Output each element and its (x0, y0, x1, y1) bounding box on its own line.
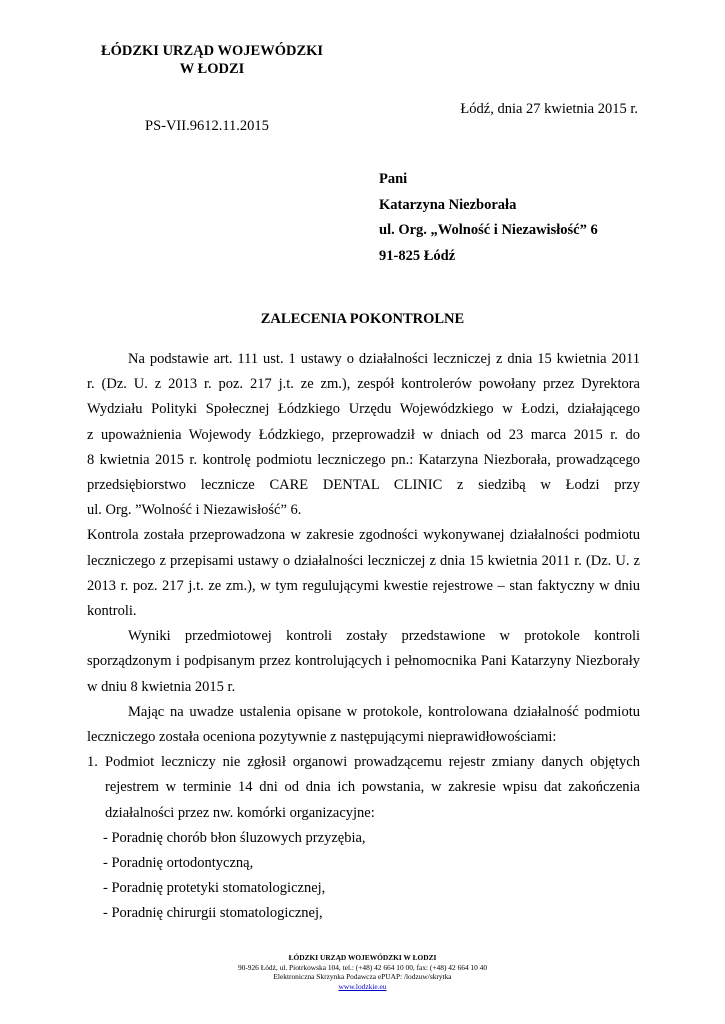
addressee-salutation: Pani (379, 171, 408, 187)
finding-number: 1. (87, 754, 98, 771)
paragraph-1-line-3: Wydziału Polityki Społecznej Łódzkiego Urzędu Wojewódzkiego w Łodzi, działającego (87, 401, 640, 418)
paragraph-2: Kontrola została przeprowadzona w zakresie zgodności wykonywanej działalności podmiotu leczniczego z przepisami ustawy o działalności leczniczej z dnia 15 kwietnia 2011 r. (Dz. U. z 2013 r. poz. 217 j.t. ze zm.), w tym regulującymi kwestie rejestrowe – stan faktyczny w dniu kontroli. (87, 527, 640, 620)
paragraph-4: Mając na uwadze ustalenia opisane w protokole, kontrolowana działalność podmiotu leczniczego została oceniona pozytywnie z następującymi nieprawidłowościami: (87, 703, 640, 746)
page-footer (0, 953, 725, 991)
paragraph-1-line-7: ul. Org. ”Wolność i Niezawisłość” 6. (87, 502, 302, 519)
footer-address: 90-926 Łódź, ul. Piotrkowska 104, tel.: (+48) 42 664 10 00, fax: (+48) 42 664 10 40 (237, 962, 488, 972)
footer-website-link[interactable]: www.lodzkie.eu (338, 981, 387, 991)
addressee-name: Katarzyna Niezborała (379, 196, 517, 213)
paragraph-1-line-6: przedsiębiorstwo lecznicze CARE DENTAL CLINIC z siedzibą w Łodzi przy (87, 477, 640, 494)
letter-date: Łódź, dnia 27 kwietnia 2015 r. (460, 101, 638, 117)
paragraph-1-line-2: r. (Dz. U. z 2013 r. poz. 217 j.t. ze zm.), zespół kontrolerów powołany przez Dyrektora (87, 376, 640, 393)
footer-epuap: Elektroniczna Skrzynka Podawcza ePUAP: /lodzuw/skrytka (273, 972, 452, 981)
addressee-block (379, 167, 598, 269)
addressee-street: ul. Org. „Wolność i Niezawisłość” 6 (379, 222, 598, 238)
paragraph-1-line-4: z upoważnienia Wojewody Łódzkiego, przeprowadził w dniach od 23 marca 2015 r. do (87, 426, 640, 443)
reference-number: PS-VII.9612.11.2015 (145, 118, 269, 134)
office-name-line1: ŁÓDZKI URZĄD WOJEWÓDZKI (100, 43, 324, 59)
finding-text: Podmiot leczniczy nie zgłosił organowi prowadzącemu rejestr zmiany danych objętych rejestrem w terminie 14 dni od dnia ich powstania, w zakresie wpisu dat zakończenia działalności przez nw. komórki organizacyjne: (105, 754, 640, 821)
document-title: ZALECENIA POKONTROLNE (260, 311, 465, 327)
finding-subitem: - Poradnię chirurgii stomatologicznej, (103, 905, 323, 922)
document-body (87, 347, 640, 927)
finding-subitem: - Poradnię protetyki stomatologicznej, (103, 880, 326, 897)
addressee-city: 91-825 Łódź (379, 247, 456, 264)
finding-subitem: - Poradnię ortodontyczną, (103, 855, 254, 872)
finding-subitem: - Poradnię chorób błon śluzowych przyzębia, (103, 829, 366, 846)
office-name-line2: W ŁODZI (179, 61, 245, 77)
paragraph-1-line-5: 8 kwietnia 2015 r. kontrolę podmiotu leczniczego pn.: Katarzyna Niezborała, prowadzącego (87, 451, 640, 468)
paragraph-3: Wyniki przedmiotowej kontroli zostały przedstawione w protokole kontroli sporządzonym i podpisanym przez kontrolujących i pełnomocnika Pani Katarzyny Niezborały w dniu 8 kwietnia 2015 r. (87, 628, 640, 695)
paragraph-1-line-1: Na podstawie art. 111 ust. 1 ustawy o działalności leczniczej z dnia 15 kwietnia 2011 (128, 351, 640, 367)
issuing-office (92, 42, 332, 78)
footer-office-name: ŁÓDZKI URZĄD WOJEWÓDZKI W ŁODZI (288, 953, 437, 962)
finding-item (87, 750, 640, 826)
